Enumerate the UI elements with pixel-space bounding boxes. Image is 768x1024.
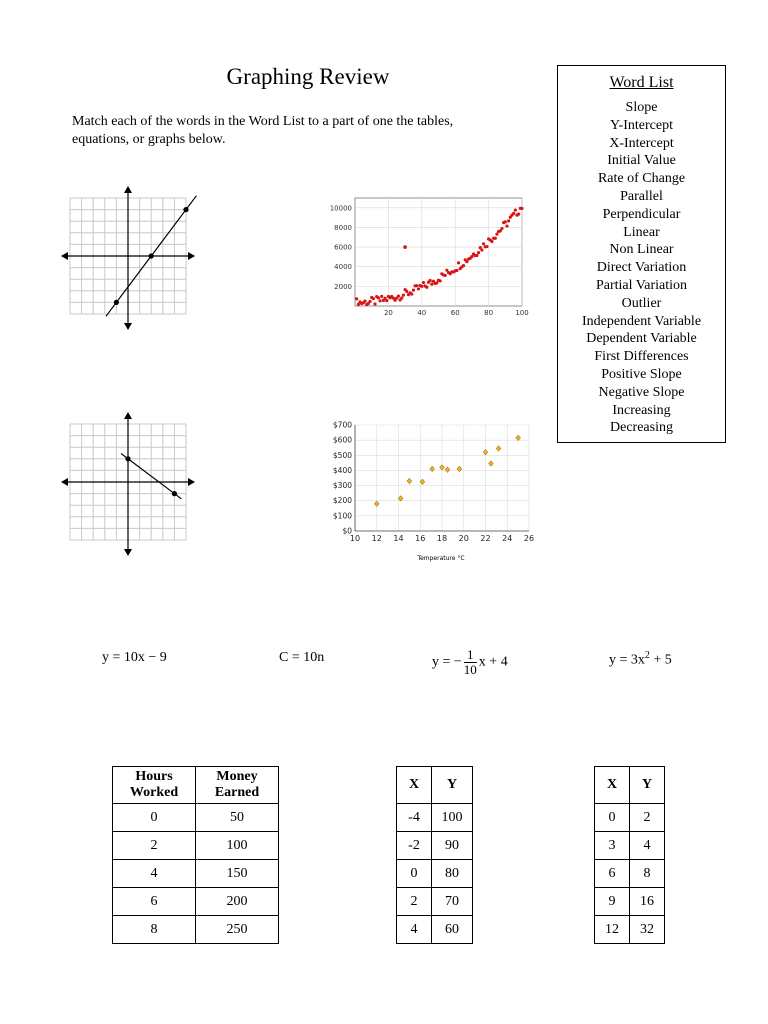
tick-label: $0 xyxy=(342,526,352,536)
data-points xyxy=(355,207,524,306)
data-point xyxy=(183,207,188,212)
word-list-box xyxy=(557,65,726,443)
cell: 3 xyxy=(595,832,630,860)
word-list-item: Outlier xyxy=(621,295,662,311)
grid xyxy=(355,425,529,531)
equation-4-prefix: y = 3x xyxy=(609,652,645,668)
data-point xyxy=(397,295,400,298)
table-row xyxy=(113,888,279,916)
cell: 8 xyxy=(630,860,665,888)
data-point xyxy=(482,242,485,245)
data-point xyxy=(483,449,488,455)
column-header: Hours Worked xyxy=(113,767,196,804)
cell: 0 xyxy=(113,804,196,832)
tick-label: 22 xyxy=(480,534,491,543)
data-point xyxy=(410,292,413,295)
cell: 0 xyxy=(397,860,432,888)
cell: 150 xyxy=(196,860,279,888)
cell: 2 xyxy=(397,888,432,916)
outlier-point xyxy=(403,245,407,249)
cell: 2 xyxy=(630,804,665,832)
table-xy-nonlinear xyxy=(594,766,665,944)
equation-2: C = 10n xyxy=(279,650,325,665)
equation-3 xyxy=(432,648,508,677)
table-row xyxy=(595,804,665,832)
table-row xyxy=(397,804,473,832)
y-axis-arrow xyxy=(124,412,132,419)
numerator: 1 xyxy=(464,648,477,663)
cell: 4 xyxy=(397,916,432,944)
data-point xyxy=(149,253,154,258)
data-point xyxy=(417,287,420,290)
tick-label: $400 xyxy=(332,465,352,475)
word-list-item: Direct Variation xyxy=(596,260,687,276)
data-point xyxy=(363,300,366,303)
denominator: 10 xyxy=(463,662,477,677)
tick-label: $200 xyxy=(332,496,352,506)
cell: 90 xyxy=(432,832,473,860)
data-point xyxy=(377,296,380,299)
word-list-item: Decreasing xyxy=(610,420,673,436)
tick-label: 40 xyxy=(417,309,427,317)
x-axis-label: Temperature °C xyxy=(417,555,465,562)
data-point xyxy=(380,295,383,298)
x-axis-arrow xyxy=(188,478,195,486)
graph-positive-line xyxy=(58,184,198,332)
data-point xyxy=(512,212,515,215)
tick-label: 10000 xyxy=(329,204,352,213)
data-points xyxy=(374,435,520,506)
data-point xyxy=(378,299,381,302)
data-point xyxy=(455,269,458,272)
table-xy-linear xyxy=(396,766,473,944)
cell: -4 xyxy=(397,804,432,832)
data-point xyxy=(439,279,442,282)
cell: 100 xyxy=(432,804,473,832)
cell: 50 xyxy=(196,804,279,832)
x-axis-arrow xyxy=(188,252,195,260)
tick-label: 60 xyxy=(450,309,460,317)
cell: 2 xyxy=(113,832,196,860)
data-point xyxy=(489,461,494,467)
table-row xyxy=(397,832,473,860)
data-point xyxy=(440,465,445,471)
tick-labels xyxy=(333,421,534,544)
cell: 70 xyxy=(432,888,473,916)
data-point xyxy=(430,466,435,472)
tick-label: 8000 xyxy=(334,223,352,232)
word-list-item: Y-Intercept xyxy=(610,117,673,133)
cell: 100 xyxy=(196,832,279,860)
tick-label: $600 xyxy=(332,435,352,445)
tick-label: 20 xyxy=(458,534,469,543)
data-point xyxy=(477,251,480,254)
cell: 6 xyxy=(113,888,196,916)
word-list-item: Perpendicular xyxy=(602,206,681,222)
tick-label: $300 xyxy=(332,481,352,491)
data-point xyxy=(429,279,432,282)
data-point xyxy=(420,479,425,485)
data-point xyxy=(368,300,371,303)
x-axis-arrow xyxy=(61,478,68,486)
column-header: Money Earned xyxy=(196,767,279,804)
word-list-item: Partial Variation xyxy=(595,277,688,293)
data-point xyxy=(405,290,408,293)
data-point xyxy=(485,245,488,248)
graph-temperature-scatter xyxy=(322,418,538,564)
data-point xyxy=(462,264,465,267)
word-list-item: Negative Slope xyxy=(598,384,685,400)
data-point xyxy=(372,297,375,300)
data-point xyxy=(125,456,130,461)
graph-red-scatter xyxy=(322,192,530,320)
data-point xyxy=(504,220,507,223)
cell: 0 xyxy=(595,804,630,832)
data-point xyxy=(402,294,405,297)
tick-label: $100 xyxy=(332,511,352,521)
table-row xyxy=(397,916,473,944)
data-point xyxy=(457,261,460,264)
data-point xyxy=(355,297,358,300)
instructions: Match each of the words in the Word List to a part of one the tables, equations, or graphs below. xyxy=(72,114,454,147)
tick-label: 10 xyxy=(349,534,361,543)
page-title: Graphing Review xyxy=(226,64,390,89)
data-point xyxy=(457,466,462,472)
fraction xyxy=(464,648,477,677)
tick-label: 12 xyxy=(371,534,382,543)
cell: -2 xyxy=(397,832,432,860)
tick-label: 26 xyxy=(523,534,535,543)
equation-4-suffix: + 5 xyxy=(649,652,672,668)
tick-label: 80 xyxy=(484,309,494,317)
data-point xyxy=(422,281,425,284)
word-list-item: Increasing xyxy=(612,402,671,418)
cell: 12 xyxy=(595,916,630,944)
y-axis-arrow xyxy=(124,549,132,556)
tick-label: 16 xyxy=(415,534,426,543)
cell: 60 xyxy=(432,916,473,944)
data-point xyxy=(520,207,523,210)
data-point xyxy=(374,501,379,507)
table-hours-money xyxy=(112,766,279,944)
equation-3-suffix: x + 4 xyxy=(478,654,508,670)
data-point xyxy=(385,299,388,302)
tick-label: 20 xyxy=(383,309,393,317)
y-axis-arrow xyxy=(124,186,132,193)
tick-label: 4000 xyxy=(334,263,352,272)
tick-label: 6000 xyxy=(334,243,352,252)
data-point xyxy=(514,209,517,212)
data-point xyxy=(496,446,501,452)
data-point xyxy=(415,284,418,287)
data-point xyxy=(444,274,447,277)
data-point xyxy=(494,237,497,240)
tick-label: $500 xyxy=(332,450,352,460)
word-list-item: Independent Variable xyxy=(581,313,702,329)
cell: 250 xyxy=(196,916,279,944)
tick-label: 100 xyxy=(515,309,529,317)
data-point xyxy=(398,496,403,502)
data-point xyxy=(430,283,433,286)
data-point xyxy=(480,248,483,251)
word-list-item: Rate of Change xyxy=(597,171,686,187)
tick-label: 18 xyxy=(436,534,448,543)
table-row xyxy=(113,832,279,860)
data-point xyxy=(507,219,510,222)
data-point xyxy=(407,478,412,484)
word-list-item: Non Linear xyxy=(609,242,674,258)
cell: 32 xyxy=(630,916,665,944)
data-point xyxy=(445,467,450,473)
table-row xyxy=(595,888,665,916)
word-list-item: Parallel xyxy=(620,188,663,204)
data-point xyxy=(172,491,177,496)
column-header: Y xyxy=(630,767,665,804)
equation-1: y = 10x − 9 xyxy=(102,650,167,665)
word-list-item: X-Intercept xyxy=(609,135,674,151)
table-row xyxy=(113,860,279,888)
table-row xyxy=(397,888,473,916)
data-point xyxy=(420,285,423,288)
word-list-items xyxy=(558,99,725,437)
cell: 9 xyxy=(595,888,630,916)
word-list-item: Dependent Variable xyxy=(586,331,697,347)
tick-labels xyxy=(330,204,529,317)
word-list-item: Slope xyxy=(625,100,658,115)
data-point xyxy=(505,224,508,227)
table-row xyxy=(397,860,473,888)
table-row xyxy=(595,832,665,860)
table-row xyxy=(595,916,665,944)
tick-label: 14 xyxy=(393,534,404,543)
equation-3-prefix: y = − xyxy=(432,654,462,670)
data-point xyxy=(114,300,119,305)
word-list-item: Positive Slope xyxy=(601,366,682,382)
x-axis-arrow xyxy=(61,252,68,260)
data-point xyxy=(373,302,376,305)
y-axis-arrow xyxy=(124,323,132,330)
table-row xyxy=(113,916,279,944)
cell: 8 xyxy=(113,916,196,944)
equation-4 xyxy=(609,650,672,669)
tick-label: $700 xyxy=(332,420,352,430)
column-header: X xyxy=(397,767,432,804)
cell: 6 xyxy=(595,860,630,888)
word-list-item: First Differences xyxy=(594,349,689,365)
data-point xyxy=(412,289,415,292)
cell: 4 xyxy=(630,832,665,860)
table-row xyxy=(595,860,665,888)
cell: 16 xyxy=(630,888,665,916)
plot-frame xyxy=(355,198,522,306)
cell: 200 xyxy=(196,888,279,916)
cell: 4 xyxy=(113,860,196,888)
data-point xyxy=(425,286,428,289)
word-list-item: Initial Value xyxy=(607,153,676,169)
data-point xyxy=(516,435,521,441)
data-point xyxy=(400,296,403,299)
word-list-item: Linear xyxy=(623,224,660,240)
table-row xyxy=(113,804,279,832)
data-point xyxy=(490,240,493,243)
column-header: X xyxy=(595,767,630,804)
graph-negative-line xyxy=(58,410,198,558)
data-point xyxy=(517,212,520,215)
exponent: 2 xyxy=(644,650,650,661)
data-point xyxy=(475,254,478,257)
word-list-title: Word List xyxy=(609,74,674,91)
cell: 80 xyxy=(432,860,473,888)
tick-label: 24 xyxy=(502,534,513,543)
data-point xyxy=(500,227,503,230)
tick-label: 2000 xyxy=(334,282,352,291)
grid xyxy=(355,198,522,306)
column-header: Y xyxy=(432,767,473,804)
